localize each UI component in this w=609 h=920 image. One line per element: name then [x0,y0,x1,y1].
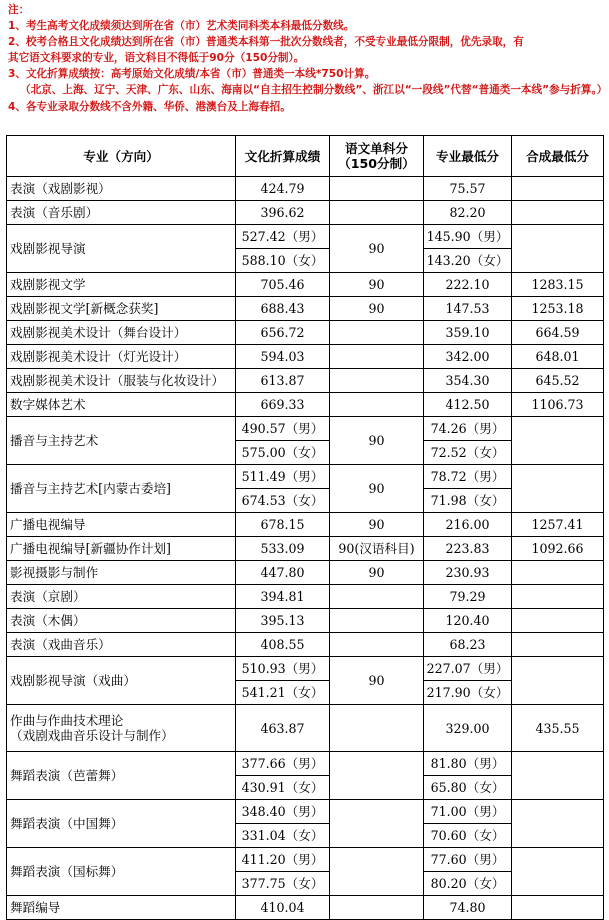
table-row [7,177,604,201]
culture-score-cell: 463.87 [236,705,330,752]
chinese-score-cell [330,705,424,752]
header-composite: 合成最低分 [512,136,604,177]
table-row [7,201,604,225]
composite-score-cell [512,657,604,705]
chinese-score-cell [330,633,424,657]
major-cell: 广播电视编导 [7,513,236,537]
composite-score-cell: 1253.18 [512,297,604,321]
major-cell: 广播电视编导[新疆协作计划] [7,537,236,561]
composite-score-cell [512,225,604,273]
composite-score-cell [512,465,604,513]
composite-score-cell [512,609,604,633]
pro-score-cell: 82.20 [424,201,512,225]
culture-score-cell: 447.80 [236,561,330,585]
major-cell: 戏剧影视导演 [7,225,236,273]
major-cell: 影视摄影与制作 [7,561,236,585]
pro-score-cell: 77.60（男） [424,848,512,872]
major-cell: 播音与主持艺术 [7,417,236,465]
table-row [7,609,604,633]
note-line-5: （北京、上海、辽宁、天津、广东、山东、海南以“自主招生控制分数线”、浙江以“一段线”代替“普通类一本线”参与折算。） [20,84,608,97]
culture-score-cell: 510.93（男） [236,657,330,681]
header-culture: 文化折算成绩 [236,136,330,177]
pro-score-cell: 412.50 [424,393,512,417]
table-row [7,321,604,345]
composite-score-cell [512,800,604,848]
note-line-2: 2、校考合格且文化成绩达到所在省（市）普通类本科第一批次分数线者，不受专业最低分限制，优先录取，有 [8,36,524,49]
table-row [7,417,604,441]
major-cell: 数字媒体艺术 [7,393,236,417]
chinese-score-cell [330,345,424,369]
culture-score-cell: 348.40（男） [236,800,330,824]
score-table [6,135,604,920]
major-cell: 戏剧影视美术设计（灯光设计） [7,345,236,369]
pro-score-cell: 216.00 [424,513,512,537]
major-cell: 舞蹈表演（中国舞） [7,800,236,848]
table-row [7,273,604,297]
composite-score-cell [512,177,604,201]
major-cell: 舞蹈编导 [7,896,236,920]
culture-score-cell: 688.43 [236,297,330,321]
pro-score-cell: 75.57 [424,177,512,201]
chinese-score-cell [330,369,424,393]
major-cell: 舞蹈表演（国标舞） [7,848,236,896]
chinese-score-cell: 90 [330,273,424,297]
pro-score-cell: 147.53 [424,297,512,321]
header-chinese [330,136,424,177]
pro-score-cell: 223.83 [424,537,512,561]
note-line-3: 其它语文科要求的专业，语文科目不得低于90分（150分制）。 [8,52,305,65]
table-row [7,657,604,681]
culture-score-cell: 411.20（男） [236,848,330,872]
composite-score-cell [512,848,604,896]
culture-score-cell: 588.10（女） [236,249,330,273]
notes-section [8,2,608,115]
pro-score-cell: 74.80 [424,896,512,920]
note-line-6: 4、各专业录取分数线不含外籍、华侨、港澳台及上海春招。 [8,100,291,113]
chinese-score-cell [330,585,424,609]
note-line-1: 1、考生高考文化成绩须达到所在省（市）艺术类同科类本科最低分数线。 [8,20,355,33]
pro-score-cell: 71.98（女） [424,489,512,513]
culture-score-cell: 669.33 [236,393,330,417]
composite-score-cell: 648.01 [512,345,604,369]
chinese-score-cell [330,321,424,345]
culture-score-cell: 410.04 [236,896,330,920]
pro-score-cell: 230.93 [424,561,512,585]
major-cell: 戏剧影视文学 [7,273,236,297]
culture-score-cell: 377.75（女） [236,872,330,896]
culture-score-cell: 533.09 [236,537,330,561]
pro-score-cell: 80.20（女） [424,872,512,896]
culture-score-cell: 394.81 [236,585,330,609]
composite-score-cell [512,561,604,585]
major-cell [7,705,236,752]
table-row [7,369,604,393]
pro-score-cell: 342.00 [424,345,512,369]
composite-score-cell [512,633,604,657]
chinese-score-cell [330,393,424,417]
culture-score-cell: 575.00（女） [236,441,330,465]
chinese-score-cell: 90 [330,657,424,705]
pro-score-cell: 72.52（女） [424,441,512,465]
table-row [7,297,604,321]
table-row [7,465,604,489]
culture-score-cell: 656.72 [236,321,330,345]
composite-score-cell: 1257.41 [512,513,604,537]
culture-score-cell: 395.13 [236,609,330,633]
chinese-score-cell [330,177,424,201]
composite-score-cell: 1106.73 [512,393,604,417]
culture-score-cell: 331.04（女） [236,824,330,848]
pro-score-cell: 217.90（女） [424,681,512,705]
table-row [7,225,604,249]
table-row [7,585,604,609]
composite-score-cell [512,752,604,800]
major-cell: 戏剧影视文学[新概念获奖] [7,297,236,321]
chinese-score-cell: 90 [330,225,424,273]
culture-score-cell: 705.46 [236,273,330,297]
major-cell: 播音与主持艺术[内蒙古委培] [7,465,236,513]
composite-score-cell: 1283.15 [512,273,604,297]
culture-score-cell: 527.42（男） [236,225,330,249]
culture-score-cell: 396.62 [236,201,330,225]
chinese-score-cell: 90(汉语科目) [330,537,424,561]
pro-score-cell: 120.40 [424,609,512,633]
culture-score-cell: 541.21（女） [236,681,330,705]
culture-score-cell: 377.66（男） [236,752,330,776]
major-cell: 戏剧影视美术设计（服装与化妆设计） [7,369,236,393]
table-row [7,345,604,369]
major-cell: 戏剧影视美术设计（舞台设计） [7,321,236,345]
composite-score-cell: 435.55 [512,705,604,752]
composite-score-cell: 664.59 [512,321,604,345]
chinese-score-cell [330,201,424,225]
chinese-score-cell: 90 [330,465,424,513]
culture-score-cell: 674.53（女） [236,489,330,513]
header-major: 专业（方向） [7,136,236,177]
major-cell: 表演（戏剧影视） [7,177,236,201]
chinese-score-cell: 90 [330,561,424,585]
pro-score-cell: 145.90（男） [424,225,512,249]
culture-score-cell: 613.87 [236,369,330,393]
table-row [7,800,604,824]
pro-score-cell: 227.07（男） [424,657,512,681]
header-chinese-line2: （150分制） [338,156,415,171]
major-line-1: 作曲与作曲技术理论 [10,713,124,728]
note-line-4: 3、文化折算成绩按：高考原始文化成绩/本省（市）普通类一本线*750计算。 [8,68,376,81]
culture-score-cell: 430.91（女） [236,776,330,800]
chinese-score-cell: 90 [330,417,424,465]
composite-score-cell [512,201,604,225]
culture-score-cell: 408.55 [236,633,330,657]
major-cell: 表演（戏曲音乐） [7,633,236,657]
major-cell: 表演（音乐剧） [7,201,236,225]
culture-score-cell: 678.15 [236,513,330,537]
chinese-score-cell [330,752,424,800]
pro-score-cell: 78.72（男） [424,465,512,489]
culture-score-cell: 511.49（男） [236,465,330,489]
pro-score-cell: 222.10 [424,273,512,297]
chinese-score-cell: 90 [330,297,424,321]
composite-score-cell [512,585,604,609]
header-pro: 专业最低分 [424,136,512,177]
table-row [7,705,604,752]
major-cell: 表演（木偶） [7,609,236,633]
table-row [7,561,604,585]
pro-score-cell: 70.60（女） [424,824,512,848]
culture-score-cell: 490.57（男） [236,417,330,441]
culture-score-cell: 424.79 [236,177,330,201]
chinese-score-cell [330,609,424,633]
table-row [7,633,604,657]
major-cell: 舞蹈表演（芭蕾舞） [7,752,236,800]
table-row [7,537,604,561]
pro-score-cell: 329.00 [424,705,512,752]
composite-score-cell: 1092.66 [512,537,604,561]
major-line-2: （戏剧戏曲音乐设计与制作） [10,728,174,743]
major-cell: 戏剧影视导演（戏曲） [7,657,236,705]
pro-score-cell: 354.30 [424,369,512,393]
culture-score-cell: 594.03 [236,345,330,369]
table-row [7,848,604,872]
pro-score-cell: 79.29 [424,585,512,609]
pro-score-cell: 68.23 [424,633,512,657]
major-cell: 表演（京剧） [7,585,236,609]
composite-score-cell [512,417,604,465]
notes-title: 注： [8,4,30,16]
pro-score-cell: 359.10 [424,321,512,345]
chinese-score-cell: 90 [330,513,424,537]
pro-score-cell: 71.00（男） [424,800,512,824]
composite-score-cell: 645.52 [512,369,604,393]
chinese-score-cell [330,848,424,896]
table-body [7,177,604,920]
table-row [7,393,604,417]
pro-score-cell: 143.20（女） [424,249,512,273]
header-chinese-line1: 语文单科分 [345,141,408,156]
pro-score-cell: 74.26（男） [424,417,512,441]
chinese-score-cell [330,800,424,848]
table-row [7,752,604,776]
table-header-row [7,136,604,177]
table-row [7,513,604,537]
pro-score-cell: 65.80（女） [424,776,512,800]
pro-score-cell: 81.80（男） [424,752,512,776]
